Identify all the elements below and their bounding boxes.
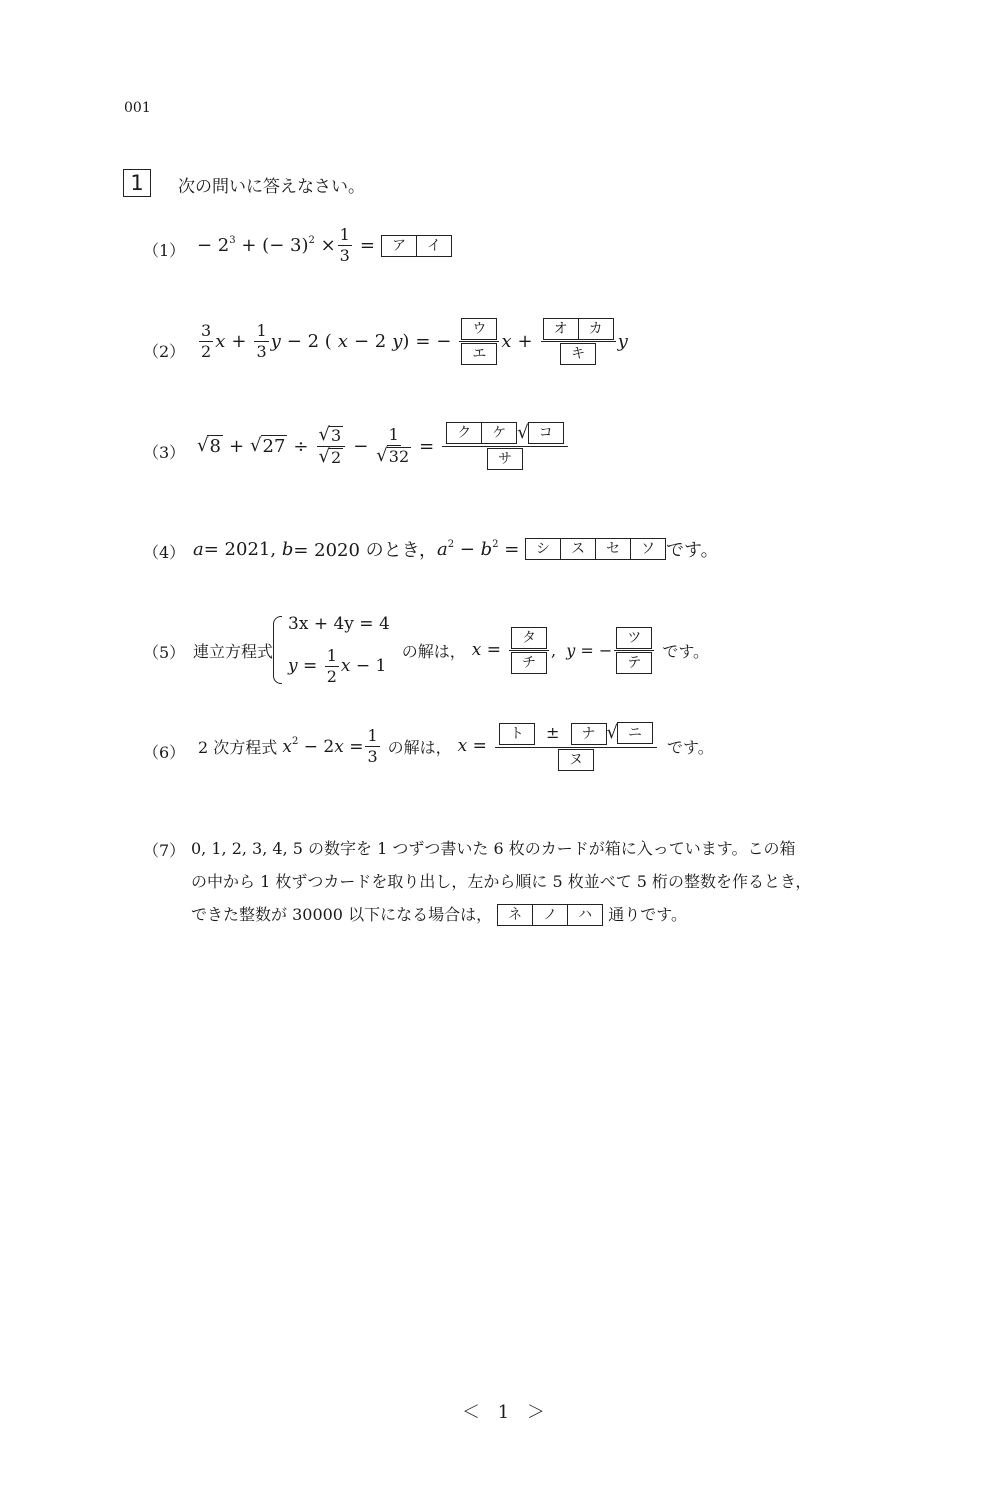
item-6-label: （6） — [143, 743, 186, 762]
item-4-expression: a = 2021, b = 2020 のとき， $a^2 - b^2$ = シ ス セ ソ です。 — [193, 538, 719, 561]
answer-box: セ — [595, 539, 630, 559]
page-number: ＜ 1 ＞ — [462, 1402, 551, 1423]
answer-box: オ — [553, 321, 568, 337]
question-text: 次の問いに答えなさい。 — [178, 177, 365, 197]
answer-box: ス — [560, 539, 595, 559]
answer-box: カ — [578, 319, 613, 339]
answer-box: ハ — [567, 905, 602, 925]
answer-box: チ — [522, 654, 537, 671]
item-7-text: 0, 1, 2, 3, 4, 5 の数字を 1 つずつ書いた 6 枚のカードが箱に入っています。この箱 の中から 1 枚ずつカードを取り出し，左から順に 5 枚並べて 5 桁の整数を作るとき， できた整数が 30000 以下になる場合は， ネ ノ ハ 通りです。 — [191, 839, 812, 924]
page-code: 001 — [124, 100, 151, 116]
answer-box: エ — [472, 346, 487, 362]
answer-box: ソ — [630, 539, 665, 559]
answer-boxes — [381, 235, 452, 257]
equation-1: 3x + 4y = 4 — [288, 614, 390, 634]
answer-box: ウ — [472, 321, 487, 337]
answer-box: ク — [457, 425, 472, 441]
item-2-label: （2） — [143, 342, 186, 361]
item-7-label: （7） — [143, 841, 186, 860]
item-5-expression: 連立方程式 3x + 4y = 4 y = $\frac{1}{2}$ x − 1 の解は， x = $\frac{\text{タ}}{\text{チ}}$ , y = − $\frac{\text{ツ}}{\text{テ}}$ です。 — [193, 614, 710, 686]
equation-2: y = $\frac{1}{2}$ x − 1 — [288, 646, 387, 686]
item-1-expression: − $2^3$ + (− 3)$^2$ × $\frac{1}{3}$ = ア イ — [197, 226, 452, 265]
answer-box: サ — [497, 451, 512, 467]
answer-box: ノ — [532, 905, 567, 925]
question-number: 1 — [123, 169, 151, 197]
system-brace — [273, 616, 282, 684]
answer-box: ト — [509, 725, 524, 742]
item-6-expression: 2 次方程式 $x^2 - 2x$ = $\frac{1}{3}$ の解は， x = ト ± ナ √ ニ ヌ です。 — [198, 722, 714, 771]
item-5-label: （5） — [143, 643, 186, 662]
item-3-label: （3） — [143, 443, 186, 462]
answer-box: ナ — [581, 725, 596, 742]
answer-box: キ — [571, 346, 586, 362]
item-3-expression: √ 8 + √ 27 ÷ √ 3 √ 2 − 1 √ 32 = ク ケ √ コ サ — [197, 422, 570, 470]
answer-box: ヌ — [568, 751, 583, 768]
answer-box: ア — [391, 237, 406, 254]
answer-box: ニ — [628, 725, 642, 741]
answer-box: タ — [522, 629, 537, 646]
item-1-label: （1） — [143, 241, 186, 260]
answer-box: ツ — [627, 629, 642, 646]
item-2-expression: $\frac{3}{2}$ x + $\frac{1}{3}$ y − 2 ( x − 2 y ) = − $\frac{\text{ウ}}{\text{エ}}$ x + オ カ キ y — [197, 318, 628, 365]
answer-box: テ — [627, 654, 642, 671]
answer-box: シ — [536, 541, 551, 557]
answer-box: コ — [538, 425, 553, 441]
item-4-label: （4） — [143, 543, 186, 562]
answer-box: イ — [416, 236, 451, 256]
answer-box: ケ — [481, 423, 516, 443]
answer-box: ネ — [508, 906, 523, 923]
